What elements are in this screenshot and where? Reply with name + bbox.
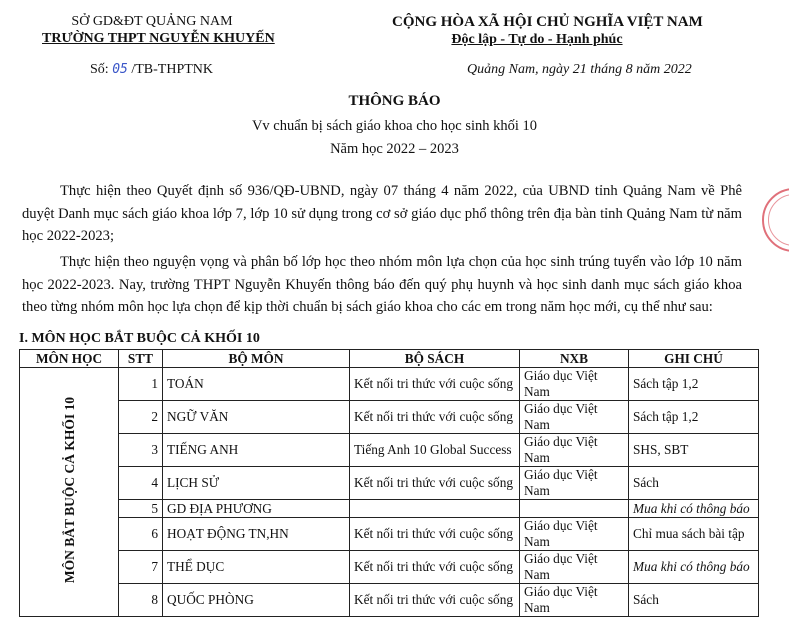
place-date: Quảng Nam, ngày 21 tháng 8 năm 2022	[467, 62, 692, 77]
school-year: Năm học 2022 – 2023	[330, 141, 459, 157]
paragraph-2: Thực hiện theo nguyện vọng và phân bố lớp học theo nhóm môn lựa chọn của học sinh trúng tuyển vào lớp 10 năm học 2022-2023. Nay, trường THPT Nguyễn Khuyến thông báo đến quý phụ huynh và học sinh danh mục sách giáo khoa theo từng nhóm môn học lựa chọn để kịp thời chuẩn bị sách giáo khoa cho các em trong năm học mới, cụ thể như sau:	[22, 254, 742, 315]
handwritten-number: 05	[112, 62, 128, 77]
national-motto: Độc lập - Tự do - Hạnh phúc	[451, 32, 623, 47]
note-cell: Mua khi có thông báo	[629, 500, 759, 518]
note-cell: Mua khi có thông báo	[629, 551, 759, 584]
book-cell: Kết nối tri thức với cuộc sống	[350, 467, 520, 500]
book-cell	[350, 500, 520, 518]
note-cell: Chỉ mua sách bài tập	[629, 518, 759, 551]
school-name: TRƯỜNG THPT NGUYỄN KHUYẾN	[42, 31, 275, 46]
table-row	[20, 500, 759, 518]
stt-cell: 2	[119, 401, 163, 434]
header-publisher: NXB	[520, 350, 629, 368]
publisher-cell: Giáo dục Việt Nam	[520, 434, 629, 467]
group-label: MÔN BẮT BUỘC CẢ KHỐI 10	[61, 396, 77, 584]
table-row	[20, 584, 759, 617]
header-book-series: BỘ SÁCH	[350, 350, 520, 368]
header-subject-group: MÔN HỌC	[20, 350, 119, 368]
notice-subject: Vv chuẩn bị sách giáo khoa cho học sinh khối 10	[251, 118, 538, 134]
note-cell: SHS, SBT	[629, 434, 759, 467]
publisher-cell: Giáo dục Việt Nam	[520, 551, 629, 584]
red-stamp	[762, 188, 789, 252]
note-cell: Sách tập 1,2	[629, 368, 759, 401]
book-cell: Kết nối tri thức với cuộc sống	[350, 584, 520, 617]
subject-cell: TOÁN	[163, 368, 350, 401]
publisher-cell: Giáo dục Việt Nam	[520, 467, 629, 500]
header-stt: STT	[119, 350, 163, 368]
country-name: CỘNG HÒA XÃ HỘI CHỦ NGHĨA VIỆT NAM	[392, 14, 703, 30]
book-cell: Kết nối tri thức với cuộc sống	[350, 368, 520, 401]
section-title: I. MÔN HỌC BẮT BUỘC CẢ KHỐI 10	[19, 331, 260, 346]
subject-cell: NGỮ VĂN	[163, 401, 350, 434]
book-cell: Kết nối tri thức với cuộc sống	[350, 401, 520, 434]
publisher-cell: Giáo dục Việt Nam	[520, 401, 629, 434]
department-name: SỞ GD&ĐT QUẢNG NAM	[71, 14, 233, 29]
table-row	[20, 467, 759, 500]
subject-cell: QUỐC PHÒNG	[163, 584, 350, 617]
stt-cell: 7	[119, 551, 163, 584]
table-row	[20, 551, 759, 584]
note-cell: Sách tập 1,2	[629, 401, 759, 434]
publisher-cell: Giáo dục Việt Nam	[520, 584, 629, 617]
table-row	[20, 401, 759, 434]
subject-cell: TIẾNG ANH	[163, 434, 350, 467]
subject-cell: LỊCH SỬ	[163, 467, 350, 500]
stt-cell: 5	[119, 500, 163, 518]
stt-cell: 6	[119, 518, 163, 551]
subject-cell: GD ĐỊA PHƯƠNG	[163, 500, 350, 518]
publisher-cell: Giáo dục Việt Nam	[520, 368, 629, 401]
book-cell: Kết nối tri thức với cuộc sống	[350, 551, 520, 584]
publisher-cell	[520, 500, 629, 518]
table-header-row	[20, 350, 759, 368]
subject-cell: THỂ DỤC	[163, 551, 350, 584]
note-cell: Sách	[629, 584, 759, 617]
group-label-cell	[20, 368, 119, 617]
book-cell: Tiếng Anh 10 Global Success	[350, 434, 520, 467]
notice-title: THÔNG BÁO	[348, 93, 441, 109]
stt-cell: 1	[119, 368, 163, 401]
note-cell: Sách	[629, 467, 759, 500]
book-cell: Kết nối tri thức với cuộc sống	[350, 518, 520, 551]
table-row	[20, 434, 759, 467]
stt-cell: 4	[119, 467, 163, 500]
subjects-table	[19, 349, 759, 617]
paragraph-1: Thực hiện theo Quyết định số 936/QĐ-UBND, ngày 07 tháng 4 năm 2022, của UBND tỉnh Quảng Nam về Phê duyệt Danh mục sách giáo khoa lớp 7, lớp 10 sử dụng trong cơ sở giáo dục phổ thông trên địa bàn tỉnh Quảng Nam từ năm học 2022-2023;	[22, 183, 742, 244]
header-subject: BỘ MÔN	[163, 350, 350, 368]
publisher-cell: Giáo dục Việt Nam	[520, 518, 629, 551]
subject-cell: HOẠT ĐỘNG TN,HN	[163, 518, 350, 551]
header-note: GHI CHÚ	[629, 350, 759, 368]
stt-cell: 8	[119, 584, 163, 617]
table-row	[20, 518, 759, 551]
document-number: Số: 05 /TB-THPTNK	[90, 62, 214, 77]
table-row	[20, 368, 759, 401]
stt-cell: 3	[119, 434, 163, 467]
